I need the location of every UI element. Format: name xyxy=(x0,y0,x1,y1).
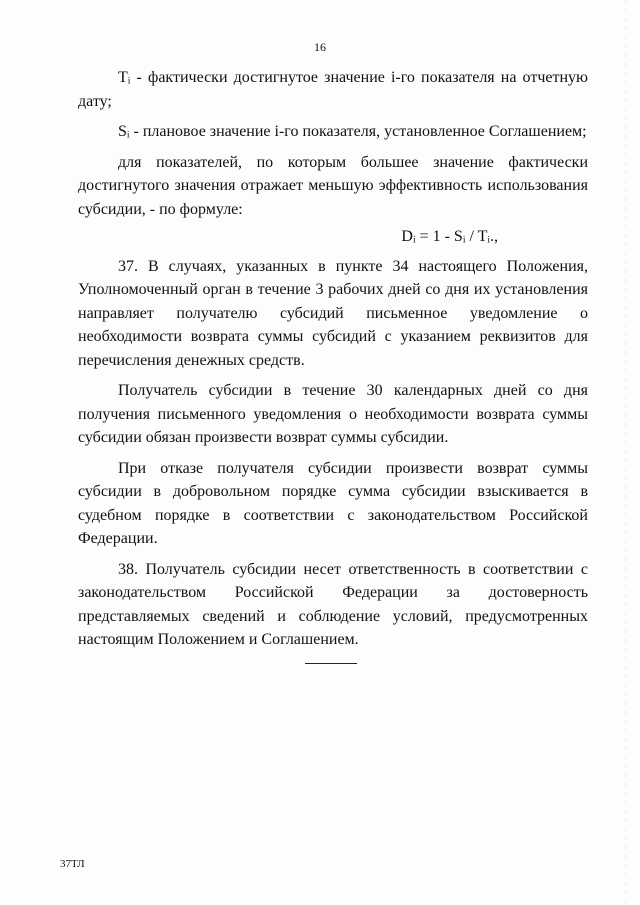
footer-document-code: 37ТЛ xyxy=(60,858,85,870)
formula-di: Dᵢ = 1 - Sᵢ / Tᵢ., xyxy=(401,228,498,245)
paragraph-38: 38. Получатель субсидии несет ответственность в соответствии с законодательством Российской Федерации за достоверность представляемых сведений и соблюдение условий, предусмотренных настоящим Положением и Соглашением. xyxy=(78,560,588,648)
paragraph-recipient-return: Получатель субсидии в течение 30 календарных дней со дня получения письменного уведомления о необходимости возврата суммы субсидии обязан произвести возврат суммы субсидии. xyxy=(78,382,588,446)
paragraph-refusal: При отказе получателя субсидии произвести возврат суммы субсидии в добровольном порядке сумма субсидии взыскивается в судебном порядке в соответствии с законодательством Российской Федерации. xyxy=(78,459,588,547)
end-separator-line xyxy=(305,663,357,664)
scan-edge xyxy=(625,0,626,905)
paragraph-ti-definition: Tᵢ - фактически достигнутое значение i-го показателя на отчетную дату; xyxy=(78,69,588,110)
paragraph-si-definition: Sᵢ - плановое значение i-го показателя, установленное Соглашением; xyxy=(118,123,587,140)
page-number: 16 xyxy=(314,40,326,54)
paragraph-formula-intro: для показателей, по которым большее значение фактически достигнутого значения отражает меньшую эффективность использования субсидии, - по формуле: xyxy=(78,153,588,218)
paragraph-37: 37. В случаях, указанных в пункте 34 настоящего Положения, Уполномоченный орган в течение 3 рабочих дней со дня их установления направляет получателю субсидий письменное уведомление о необходимости возврата суммы субсидий с указанием реквизитов для перечисления денежных средств. xyxy=(78,257,588,369)
document-body xyxy=(78,66,588,652)
